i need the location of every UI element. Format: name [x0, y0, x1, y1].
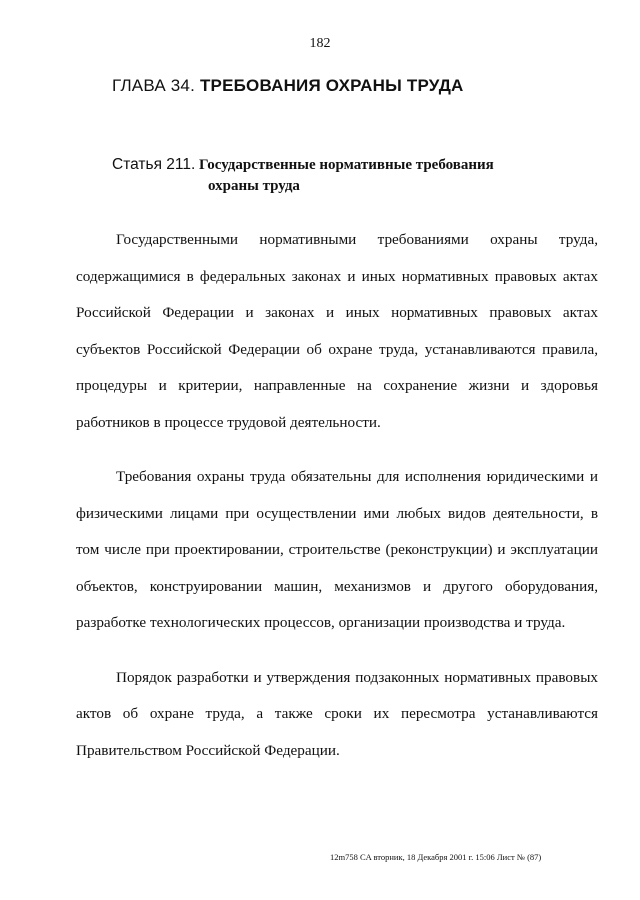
- chapter-title: ТРЕБОВАНИЯ ОХРАНЫ ТРУДА: [199, 76, 464, 95]
- page-number: 182: [309, 36, 331, 51]
- chapter-heading: [112, 76, 463, 96]
- paragraph-2: Требования охраны труда обязательны для исполнения юридическими и физическими лицами при осуществлении ими любых видов деятельности, в том числе при проектировании, строительстве (реконструкции) и эксплуатации объектов, конструировании машин, механизмов и другого оборудования, разработке технологических процессов, организации производства и труда.: [76, 468, 598, 631]
- article-label: Статья 211.: [112, 156, 196, 173]
- paragraph-1: Государственными нормативными требованиями охраны труда, содержащимися в федеральных законах и иных нормативных правовых актах Российской Федерации и законах и иных нормативных правовых актах субъектов Российской Федерации об охране труда, устанавливаются правила, процедуры и критерии, направленные на сохранение жизни и здоровья работников в процессе трудовой деятельности.: [76, 231, 598, 431]
- article-title-line2: охраны труда: [208, 178, 300, 194]
- article-body: [76, 222, 598, 787]
- article-title-line1: Государственные нормативные требования: [199, 157, 494, 173]
- chapter-label: ГЛАВА 34.: [112, 76, 196, 95]
- footer-stamp: 12m758 CA вторник, 18 Декабря 2001 г. 15:06 Лист № (87): [330, 852, 542, 862]
- paragraph-3: Порядок разработки и утверждения подзаконных нормативных правовых актов об охране труда, а также сроки их пересмотра устанавливаются Правительством Российской Федерации.: [76, 668, 598, 759]
- article-heading: [112, 154, 494, 197]
